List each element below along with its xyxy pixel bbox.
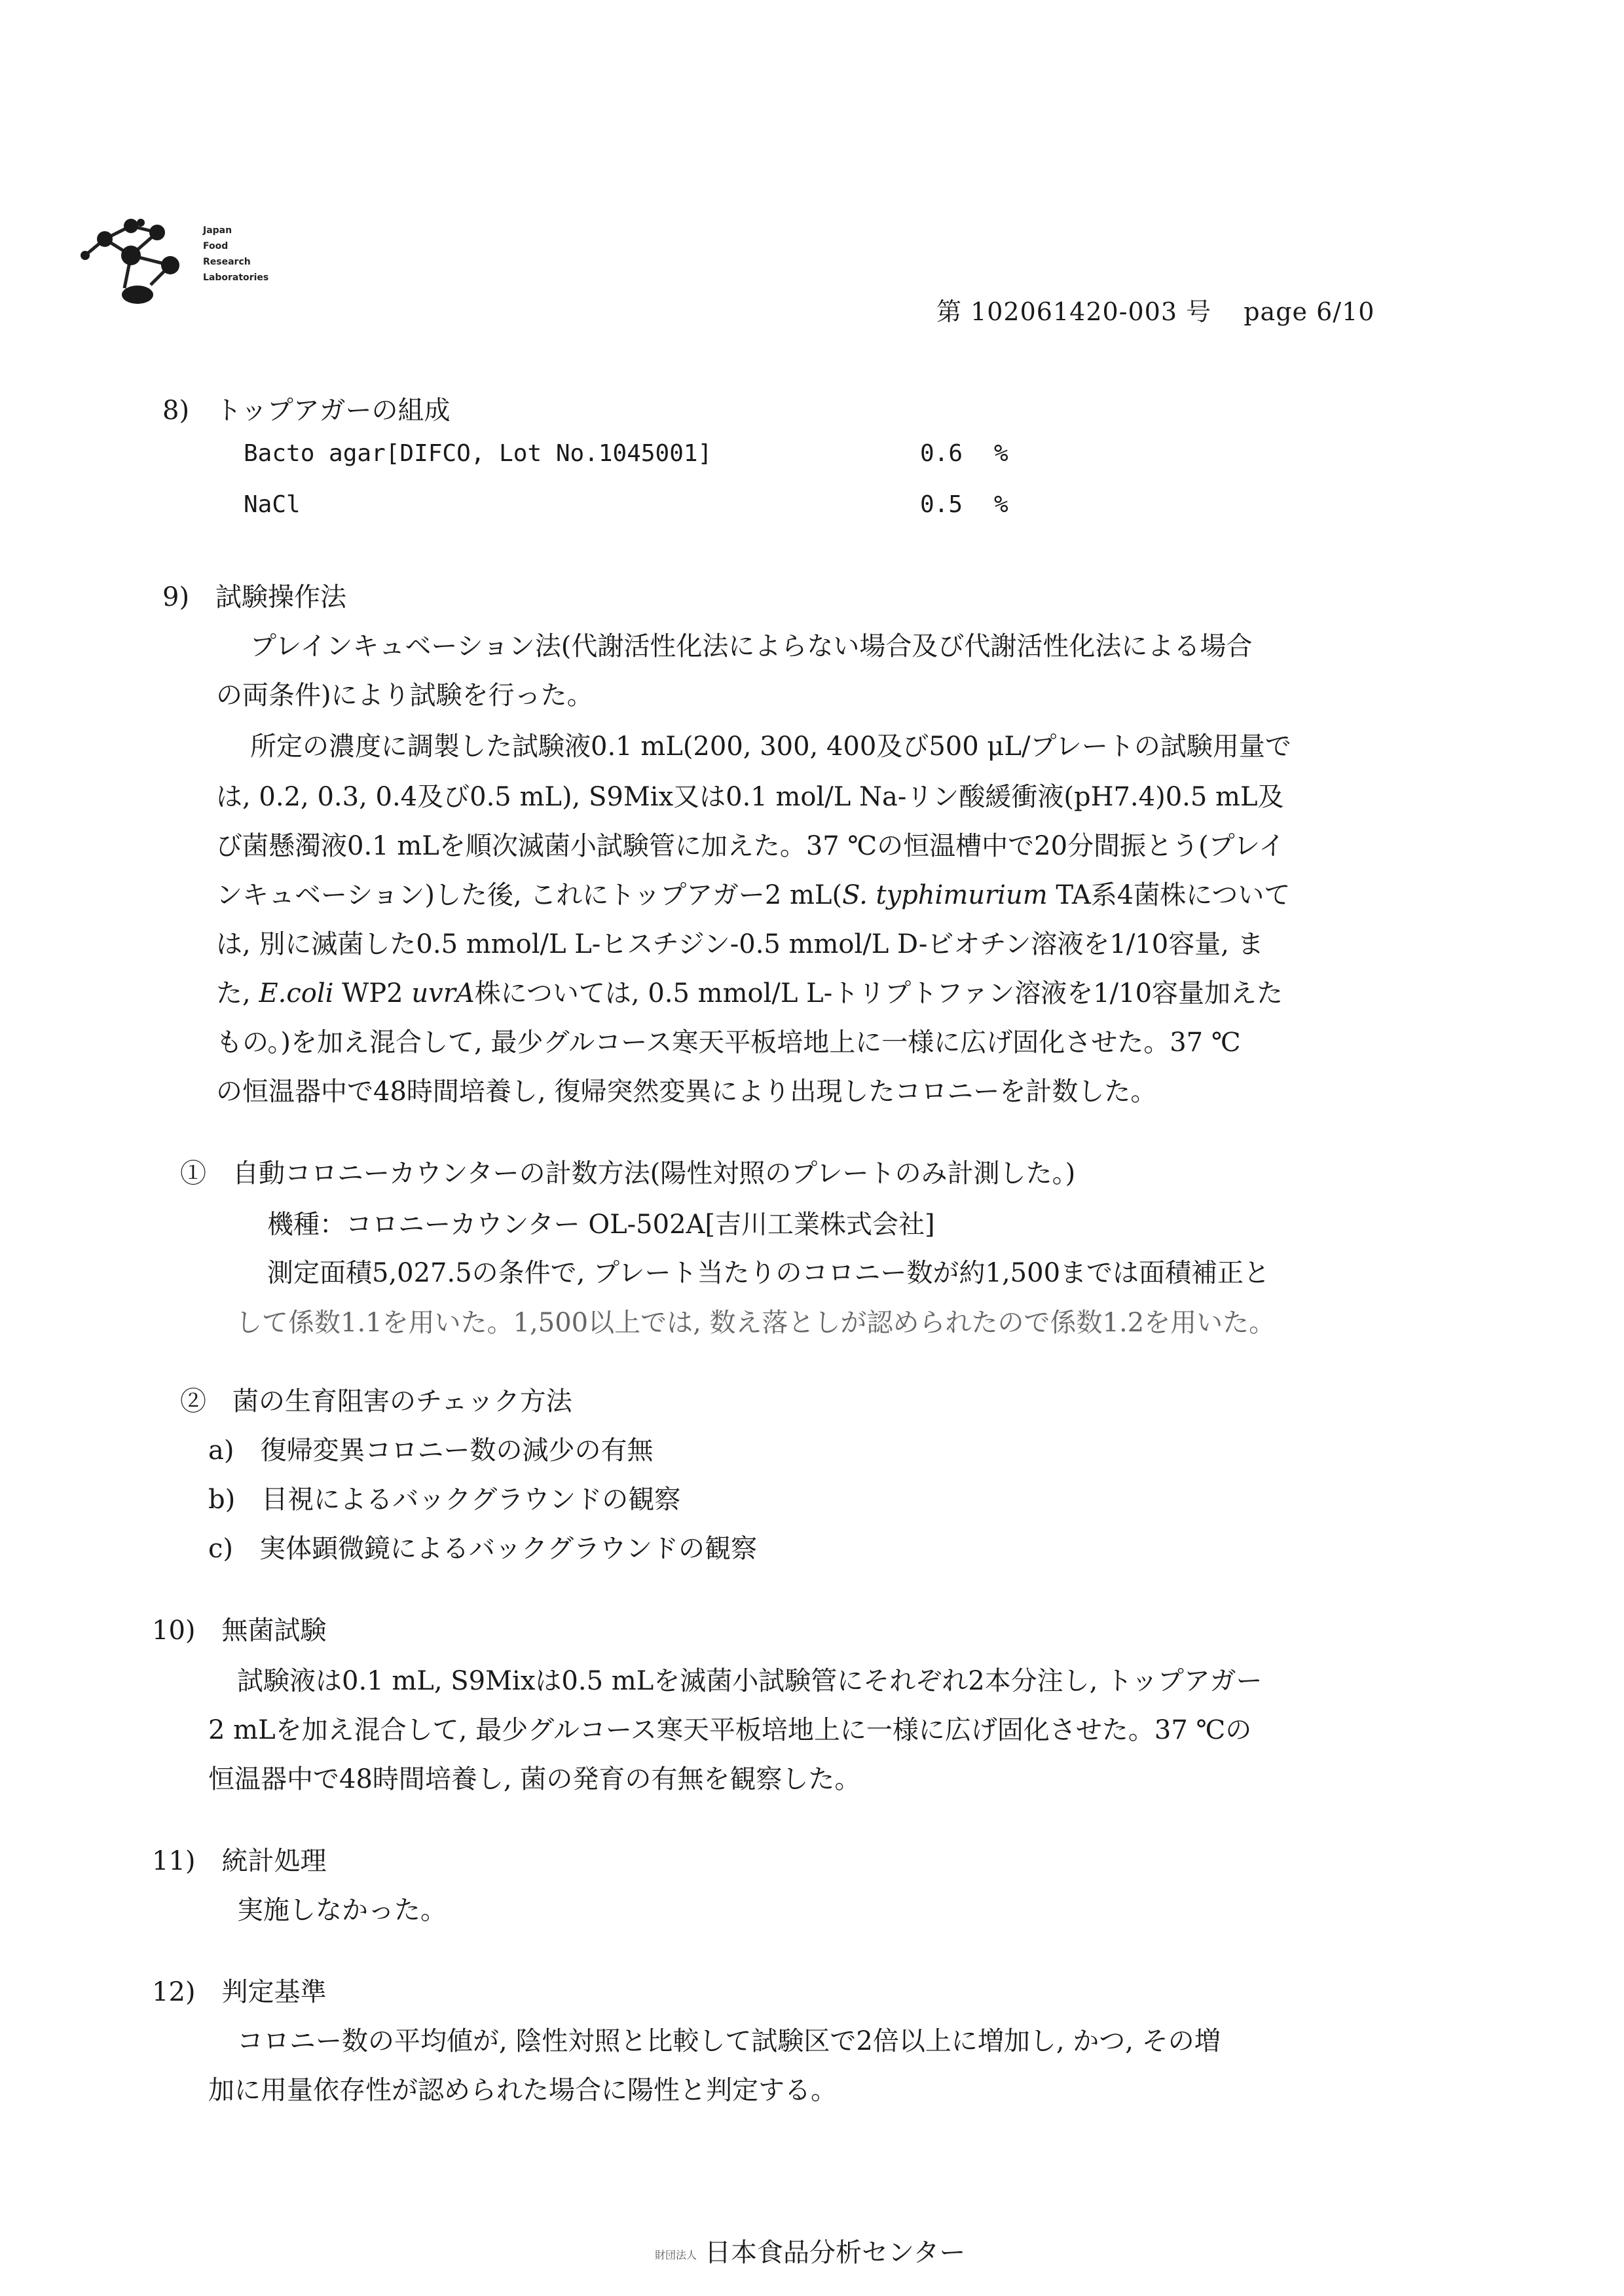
agar-name: Bacto agar[DIFCO, Lot No.1045001] — [244, 440, 712, 467]
report-header — [936, 291, 1375, 327]
page-indicator: page 6/10 — [1244, 297, 1375, 326]
section10-heading: 10) 無菌試験 — [152, 1616, 327, 1646]
sterility-line1: 試験液は0.1 mL, S9Mixは0.5 mLを滅菌小試験管にそれぞれ2本分注し, トップアガー — [237, 1666, 1263, 1696]
criteria-line2: 加に用量依存性が認められた場合に陽性と判定する。 — [208, 2075, 837, 2105]
counter-desc-line1: 測定面積5,027.5の条件で, プレート当たりのコロニー数が約1,500までは面積補正と — [267, 1258, 1270, 1288]
para2-line2: は, 0.2, 0.3, 0.4及び0.5 mL), S9Mix又は0.1 mol/L Na-リン酸緩衝液(pH7.4)0.5 mL及 — [216, 782, 1284, 812]
para2-line5: は, 別に滅菌した0.5 mmol/L L-ヒスチジン-0.5 mmol/L D-ビオチン溶液を1/10容量, ま — [216, 929, 1264, 959]
para2-line4 — [216, 874, 1290, 912]
nacl-unit: % — [994, 491, 1008, 518]
nacl-value: 0.5 — [920, 491, 963, 518]
section8-heading: 8) トップアガーの組成 — [162, 396, 451, 426]
footer-org-name: 日本食品分析センター — [705, 2238, 966, 2268]
section11-heading: 11) 統計処理 — [152, 1846, 327, 1876]
text-span: 株については, 0.5 mmol/L L-トリプトファン溶液を1/10容量加えた — [474, 978, 1283, 1009]
logo-line: Laboratories — [203, 272, 269, 283]
text-span: ンキュベーション)した後, これにトップアガー2 mL( — [216, 880, 843, 910]
text-span: た, — [216, 978, 259, 1009]
counter-desc-line2: して係数1.1を用いた。1,500以上では, 数え落としが認められたので係数1.2を用いた。 — [236, 1308, 1276, 1338]
counter-model: 機種：コロニーカウンター OL-502A[吉川工業株式会社] — [267, 1210, 935, 1240]
section12-heading: 12) 判定基準 — [152, 1977, 327, 2007]
logo-line: Japan — [203, 225, 232, 236]
text-span: WP2 — [333, 978, 412, 1009]
para2-line8: の恒温器中で48時間培養し, 復帰突然変異により出現したコロニーを計数した。 — [216, 1077, 1157, 1107]
inhibition-check-heading: ② 菌の生育阻害のチェック方法 — [180, 1386, 572, 1416]
logo-line: Research — [203, 257, 251, 267]
para2-line3: び菌懸濁液0.1 mLを順次滅菌小試験管に加えた。37 ℃の恒温槽中で20分間振とう(プレイ — [216, 831, 1285, 861]
jfrl-logo — [79, 203, 295, 314]
species-name: S. typhimurium — [842, 880, 1048, 910]
section9-heading: 9) 試験操作法 — [162, 582, 347, 612]
species-name: E.coli — [259, 978, 334, 1009]
sterility-line3: 恒温器中で48時間培養し, 菌の発育の有無を観察した。 — [208, 1764, 861, 1794]
report-number: 第 102061420-003 号 — [936, 297, 1212, 326]
footer-organization — [655, 2232, 965, 2269]
sterility-line2: 2 mLを加え混合して, 最少グルコース寒天平板培地上に一様に広げ固化させた。37 ℃の — [208, 1715, 1252, 1745]
agar-value: 0.6 — [920, 440, 963, 467]
para2-line1: 所定の濃度に調製した試験液0.1 mL(200, 300, 400及び500 μL/プレートの試験用量で — [250, 731, 1291, 762]
check-item-a: a) 復帰変異コロニー数の減少の有無 — [208, 1435, 654, 1466]
strain-name: uvrA — [411, 978, 475, 1009]
check-item-b: b) 目視によるバックグラウンドの観察 — [208, 1485, 681, 1515]
statistics-text: 実施しなかった。 — [237, 1895, 447, 1925]
nacl-name: NaCl — [244, 491, 301, 518]
agar-unit: % — [994, 440, 1008, 467]
para1-line1: プレインキュベーション法(代謝活性化法によらない場合及び代謝活性化法による場合 — [250, 631, 1253, 661]
logo-line: Food — [203, 241, 229, 251]
text-span: TA系4菌株について — [1047, 880, 1291, 910]
logo-wordmark — [203, 223, 268, 286]
para2-line7: もの。)を加え混合して, 最少グルコース寒天平板培地上に一様に広げ固化させた。37 ℃ — [216, 1028, 1241, 1058]
footer-prefix: 財団法人 — [655, 2248, 697, 2261]
para2-line6 — [216, 972, 1283, 1010]
check-item-c: c) 実体顕微鏡によるバックグラウンドの観察 — [208, 1534, 758, 1564]
counter-method-heading: ① 自動コロニーカウンターの計数方法(陽性対照のプレートのみ計測した。) — [180, 1158, 1076, 1189]
criteria-line1: コロニー数の平均値が, 陰性対照と比較して試験区で2倍以上に増加し, かつ, その増 — [237, 2026, 1221, 2056]
molecule-logo-icon — [79, 203, 196, 314]
para1-line2: の両条件)により試験を行った。 — [216, 680, 593, 711]
